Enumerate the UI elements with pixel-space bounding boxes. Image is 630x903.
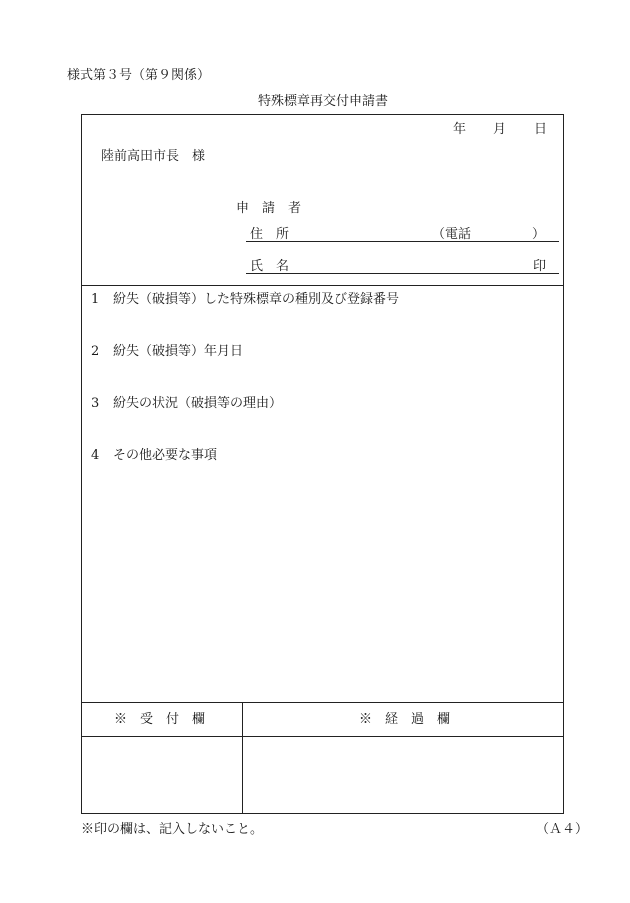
item-2-number: 2	[91, 344, 100, 359]
table-column-divider	[242, 703, 243, 813]
phone-label: （電話	[432, 227, 472, 242]
applicant-label: 申 請 者	[236, 201, 302, 216]
form-title: 特殊標章再交付申請書	[258, 94, 389, 109]
seal-mark: 印	[533, 259, 547, 274]
address-label: 住 所	[250, 227, 290, 242]
progress-column-header: ※ 経 過 欄	[359, 712, 451, 727]
progress-cell	[244, 738, 562, 812]
form-box	[81, 114, 564, 814]
item-4-number: 4	[91, 448, 100, 463]
section-divider	[82, 285, 564, 286]
name-label: 氏 名	[250, 259, 290, 274]
item-3-number: 3	[91, 396, 100, 411]
addressee: 陸前高田市長 様	[101, 149, 206, 164]
date-year-label: 年	[453, 122, 467, 137]
note-paper-size: （Ａ４）	[536, 822, 589, 837]
item-1-number: 1	[91, 292, 100, 307]
date-month-label: 月	[493, 122, 507, 137]
form-number: 様式第３号（第９関係）	[67, 68, 211, 83]
note-left: ※印の欄は、記入しないこと。	[81, 822, 264, 837]
item-3-text: 紛失の状況（破損等の理由）	[113, 396, 283, 411]
item-2-text: 紛失（破損等）年月日	[113, 344, 244, 359]
item-4-text: その他必要な事項	[113, 448, 218, 463]
reception-column-header: ※ 受 付 欄	[114, 712, 206, 727]
address-underline	[246, 241, 559, 242]
item-1-text: 紛失（破損等）した特殊標章の種別及び登録番号	[113, 292, 400, 307]
table-header-rule	[82, 736, 564, 737]
table-top-rule	[82, 702, 564, 703]
name-underline	[246, 273, 559, 274]
reception-cell	[83, 738, 241, 812]
phone-close: ）	[532, 227, 546, 242]
date-day-label: 日	[534, 122, 548, 137]
